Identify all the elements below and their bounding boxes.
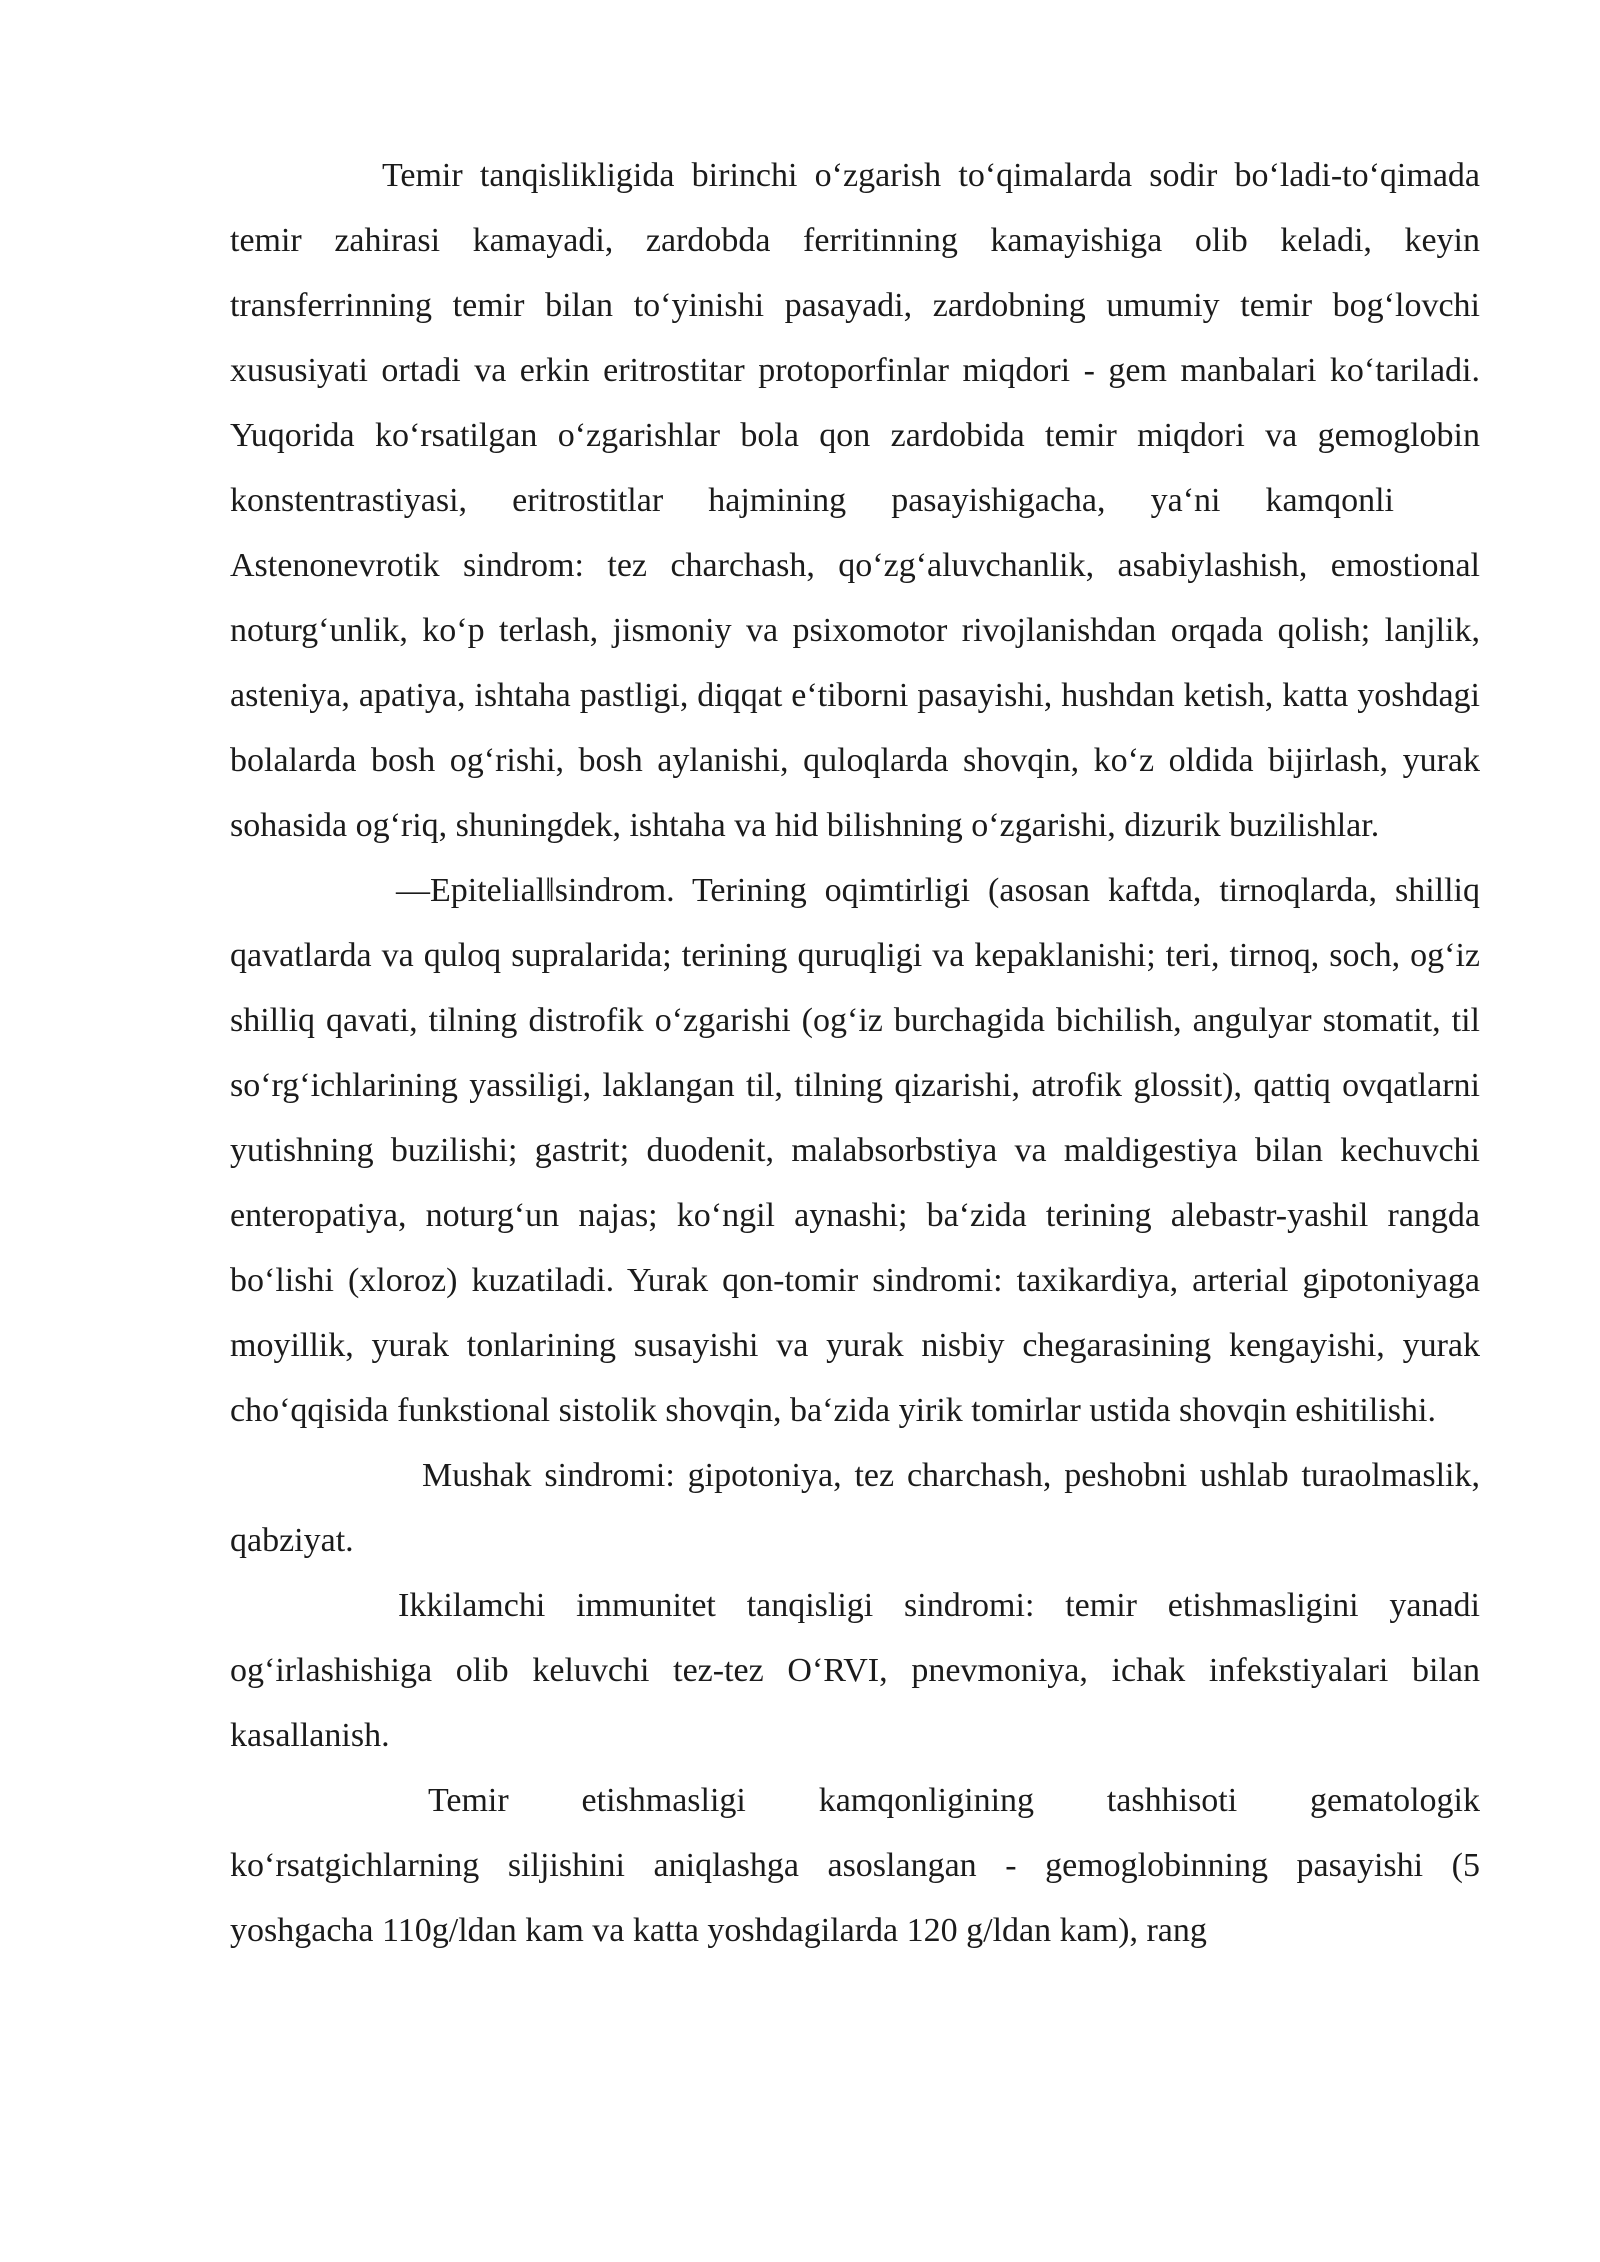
paragraph-immunity-syndrome: Ikkilamchi immunitet tanqisligi sindromi: temir etishmasligini yanadi og‘irlashishiga olib keluvchi tez-tez O‘RVI, pnevmoniya, ichak infekstiyalari bilan kasallanish. — [230, 1587, 1480, 1754]
paragraph-text-astenonevrotik: Astenonevrotik sindrom: tez charchash, qo‘zg‘aluvchanlik, asabiylashish, emostional noturg‘unlik, ko‘p terlash, jismoniy va psixomotor rivojlanishdan orqada qolish; lanjlik, asteniya, apatiya, ishtaha pastligi, diqqat e‘tiborni pasayishi, hushdan ketish, katta yoshdagi bolalarda bosh og‘rishi, bosh aylanishi, quloqlarda shovqin, ko‘z oldida bijirlash, yurak sohasida og‘riq, shuningdek, ishtaha va hid bilishning o‘zgarishi, dizurik buzilishlar. — [230, 547, 1480, 844]
paragraph-muscle-syndrome: Mushak sindromi: gipotoniya, tez charchash, peshobni ushlab turaolmaslik, qabziyat. — [230, 1457, 1480, 1559]
paragraph-diagnosis: Temir etishmasligi kamqonligining tashhisoti gematologik ko‘rsatgichlarning siljishini aniqlashga asoslangan - gemoglobinning pasayishi (5 yoshgacha 110g/ldan kam va katta yoshdagilarda 120 g/ldan kam), rang — [230, 1782, 1480, 1949]
paragraph-text: Temir tanqislikligida birinchi o‘zgarish to‘qimalarda sodir bo‘ladi-to‘qimada temir zahirasi kamayadi, zardobda ferritinning kamayishiga olib keladi, keyin transferrinning temir bilan to‘yinishi pasayadi, zardobning umumiy temir bog‘lovchi xususiyati ortadi va erkin eritrostitar protoporfinlar miqdori - gem manbalari ko‘tariladi. Yuqorida ko‘rsatilgan o‘zgarishlar bola qon zardobida temir miqdori va gemoglobin konstentrastiyasi, eritrostitlar hajmining pasayishigacha, ya‘ni kamqonli — [230, 157, 1480, 519]
paragraph-epitelial-syndrome: ―Epitelial‖sindrom. Terining oqimtirligi (asosan kaftda, tirnoqlarda, shilliq qavatlarda va quloq supralarida; terining quruqligi va kepaklanishi; teri, tirnoq, soch, og‘iz shilliq qavati, tilning distrofik o‘zgarishi (og‘iz burchagida bichilish, angulyar stomatit, til so‘rg‘ichlarining yassiligi, laklangan til, tilning qizarishi, atrofik glossit), qattiq ovqatlarni yutishning buzilishi; gastrit; duodenit, malabsorbstiya va maldigestiya bilan kechuvchi enteropatiya, noturg‘un najas; ko‘ngil aynashi; ba‘zida terining alebastr-yashil rangda bo‘lishi (xloroz) kuzatiladi. Yurak qon-tomir sindromi: taxikardiya, arterial gipotoniyaga moyillik, yurak tonlarining susayishi va yurak nisbiy chegarasining kengayishi, yurak cho‘qqisida funkstional sistolik shovqin, ba‘zida yirik tomirlar ustida shovqin eshitilishi. — [230, 872, 1480, 1429]
document-page — [230, 143, 1480, 1963]
paragraph-iron-deficiency-intro — [230, 143, 1480, 858]
